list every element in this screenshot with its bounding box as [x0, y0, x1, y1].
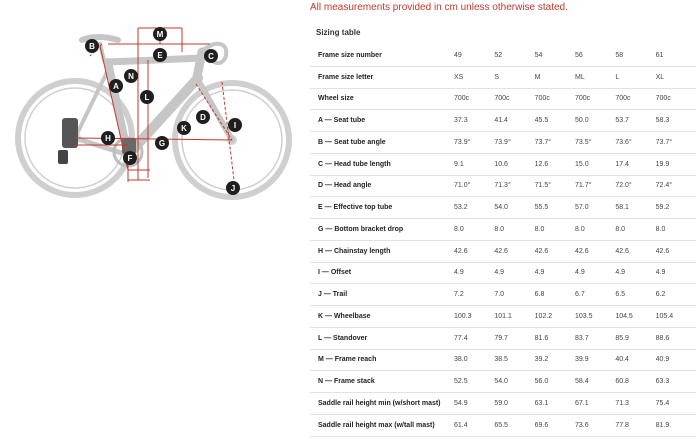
measurement-notice: All measurements provided in cm unless otherwise stated.	[310, 2, 568, 13]
table-row	[310, 66, 696, 88]
row-label: B — Seat tube angle	[310, 132, 454, 154]
svg-text:D: D	[200, 113, 206, 122]
table-cell: 67.1	[575, 393, 615, 415]
svg-text:A: A	[113, 82, 119, 91]
table-cell: 6.8	[535, 284, 575, 306]
table-cell: 104.5	[615, 306, 655, 328]
svg-text:J: J	[230, 184, 236, 193]
row-label: L — Standover	[310, 327, 454, 349]
row-label: G — Bottom bracket drop	[310, 219, 454, 241]
marker-e	[153, 48, 167, 62]
table-cell: 102.2	[535, 306, 575, 328]
table-cell: 4.9	[656, 262, 696, 284]
row-label: I — Offset	[310, 262, 454, 284]
table-row	[310, 306, 696, 328]
table-row	[310, 110, 696, 132]
table-cell: 40.9	[656, 349, 696, 371]
table-cell: 4.9	[494, 262, 534, 284]
table-cell: 42.6	[494, 240, 534, 262]
sizing-table-body	[310, 45, 696, 436]
table-cell: 63.1	[535, 393, 575, 415]
svg-text:M: M	[156, 30, 164, 39]
table-cell: 4.9	[454, 262, 494, 284]
table-cell: 700c	[615, 88, 655, 110]
table-cell: 8.0	[615, 219, 655, 241]
table-cell: 37.3	[454, 110, 494, 132]
table-cell: 19.9	[656, 153, 696, 175]
table-cell: 8.0	[575, 219, 615, 241]
table-cell: 8.0	[535, 219, 575, 241]
row-label: Frame size number	[310, 45, 454, 66]
table-cell: 85.9	[615, 327, 655, 349]
table-cell: 71.0°	[454, 175, 494, 197]
marker-k	[177, 121, 191, 135]
table-cell: 54.9	[454, 393, 494, 415]
table-cell: 45.5	[535, 110, 575, 132]
row-label: Saddle rail height max (w/tall mast)	[310, 414, 454, 436]
table-cell: 42.6	[454, 240, 494, 262]
table-cell: 42.6	[535, 240, 575, 262]
svg-text:N: N	[128, 72, 134, 81]
table-row	[310, 262, 696, 284]
table-row	[310, 414, 696, 436]
marker-a	[109, 79, 123, 93]
table-cell: 61.4	[454, 414, 494, 436]
table-cell: 88.6	[656, 327, 696, 349]
table-cell: 58.4	[575, 371, 615, 393]
svg-text:F: F	[127, 154, 133, 163]
row-label: N — Frame stack	[310, 371, 454, 393]
table-cell: 56.0	[535, 371, 575, 393]
table-cell: XS	[454, 66, 494, 88]
table-cell: 54.0	[494, 371, 534, 393]
table-row	[310, 153, 696, 175]
row-label: K — Wheelbase	[310, 306, 454, 328]
table-cell: 83.7	[575, 327, 615, 349]
table-row	[310, 45, 696, 66]
marker-n	[124, 69, 138, 83]
table-cell: 6.5	[615, 284, 655, 306]
table-cell: 8.0	[656, 219, 696, 241]
table-cell: 53.2	[454, 197, 494, 219]
table-cell: 42.6	[575, 240, 615, 262]
table-cell: 39.9	[575, 349, 615, 371]
table-cell: M	[535, 66, 575, 88]
table-cell: 105.4	[656, 306, 696, 328]
table-cell: 71.5°	[535, 175, 575, 197]
table-cell: 61	[656, 45, 696, 66]
table-cell: 42.6	[615, 240, 655, 262]
table-cell: 100.3	[454, 306, 494, 328]
table-cell: 81.6	[535, 327, 575, 349]
marker-i	[228, 118, 242, 132]
table-cell: 52	[494, 45, 534, 66]
table-cell: 73.7°	[535, 132, 575, 154]
table-cell: 77.8	[615, 414, 655, 436]
table-row	[310, 240, 696, 262]
row-label: C — Head tube length	[310, 153, 454, 175]
table-cell: 40.4	[615, 349, 655, 371]
marker-h	[101, 131, 115, 145]
table-cell: 73.6°	[615, 132, 655, 154]
table-cell: 700c	[494, 88, 534, 110]
marker-l	[140, 90, 154, 104]
table-cell: 39.2	[535, 349, 575, 371]
sizing-table-title: Sizing table	[316, 28, 361, 37]
table-cell: 63.3	[656, 371, 696, 393]
sizing-table	[310, 45, 696, 437]
table-cell: 38.5	[494, 349, 534, 371]
table-cell: 17.4	[615, 153, 655, 175]
table-row	[310, 349, 696, 371]
table-cell: S	[494, 66, 534, 88]
svg-text:G: G	[158, 139, 166, 148]
svg-text:C: C	[208, 52, 214, 61]
marker-j	[226, 181, 240, 195]
table-cell: 700c	[454, 88, 494, 110]
marker-g	[155, 136, 169, 150]
marker-d	[196, 110, 210, 124]
marker-f	[123, 151, 137, 165]
table-cell: 60.8	[615, 371, 655, 393]
table-cell: 72.0°	[615, 175, 655, 197]
row-label: Wheel size	[310, 88, 454, 110]
table-cell: 101.1	[494, 306, 534, 328]
table-cell: 73.9°	[494, 132, 534, 154]
marker-b	[85, 39, 99, 53]
table-cell: 59.0	[494, 393, 534, 415]
table-cell: 65.5	[494, 414, 534, 436]
table-row	[310, 132, 696, 154]
svg-text:I: I	[233, 121, 237, 130]
svg-text:B: B	[89, 42, 95, 51]
table-cell: 15.0	[575, 153, 615, 175]
table-cell: 42.6	[656, 240, 696, 262]
row-label: Frame size letter	[310, 66, 454, 88]
marker-c	[204, 49, 218, 63]
table-cell: 53.7	[615, 110, 655, 132]
table-cell: 49	[454, 45, 494, 66]
table-cell: 9.1	[454, 153, 494, 175]
table-cell: 103.5	[575, 306, 615, 328]
table-cell: 72.4°	[656, 175, 696, 197]
table-row	[310, 197, 696, 219]
table-cell: 38.0	[454, 349, 494, 371]
bike-geometry-diagram	[0, 0, 300, 230]
table-cell: ML	[575, 66, 615, 88]
table-cell: 75.4	[656, 393, 696, 415]
table-cell: 71.3	[615, 393, 655, 415]
table-cell: 6.2	[656, 284, 696, 306]
table-row	[310, 393, 696, 415]
table-row	[310, 371, 696, 393]
table-cell: 73.6	[575, 414, 615, 436]
table-cell: 55.5	[535, 197, 575, 219]
table-cell: L	[615, 66, 655, 88]
table-cell: 58.3	[656, 110, 696, 132]
table-row	[310, 284, 696, 306]
table-cell: 59.2	[656, 197, 696, 219]
table-cell: 73.5°	[575, 132, 615, 154]
table-cell: 8.0	[494, 219, 534, 241]
table-cell: 79.7	[494, 327, 534, 349]
table-cell: 12.6	[535, 153, 575, 175]
table-cell: 58.1	[615, 197, 655, 219]
table-cell: 41.4	[494, 110, 534, 132]
table-cell: 7.2	[454, 284, 494, 306]
svg-text:K: K	[181, 124, 187, 133]
svg-text:L: L	[144, 93, 150, 102]
table-cell: 54	[535, 45, 575, 66]
table-cell: 4.9	[575, 262, 615, 284]
table-cell: 73.9°	[454, 132, 494, 154]
table-cell: 69.6	[535, 414, 575, 436]
table-row	[310, 175, 696, 197]
table-cell: 57.0	[575, 197, 615, 219]
table-cell: XL	[656, 66, 696, 88]
row-label: Saddle rail height min (w/short mast)	[310, 393, 454, 415]
table-row	[310, 327, 696, 349]
table-cell: 8.0	[454, 219, 494, 241]
table-cell: 81.9	[656, 414, 696, 436]
row-label: A — Seat tube	[310, 110, 454, 132]
table-cell: 700c	[575, 88, 615, 110]
table-cell: 73.7°	[656, 132, 696, 154]
table-cell: 71.3°	[494, 175, 534, 197]
table-cell: 71.7°	[575, 175, 615, 197]
table-cell: 77.4	[454, 327, 494, 349]
table-cell: 7.0	[494, 284, 534, 306]
table-row	[310, 88, 696, 110]
row-label: H — Chainstay length	[310, 240, 454, 262]
table-cell: 4.9	[615, 262, 655, 284]
row-label: D — Head angle	[310, 175, 454, 197]
table-cell: 4.9	[535, 262, 575, 284]
svg-text:E: E	[157, 51, 163, 60]
table-row	[310, 219, 696, 241]
table-cell: 6.7	[575, 284, 615, 306]
table-cell: 700c	[535, 88, 575, 110]
row-label: M — Frame reach	[310, 349, 454, 371]
table-cell: 58	[615, 45, 655, 66]
table-cell: 50.0	[575, 110, 615, 132]
marker-m	[153, 27, 167, 41]
table-cell: 52.5	[454, 371, 494, 393]
table-cell: 700c	[656, 88, 696, 110]
svg-text:H: H	[105, 134, 111, 143]
row-label: J — Trail	[310, 284, 454, 306]
row-label: E — Effective top tube	[310, 197, 454, 219]
table-cell: 10.6	[494, 153, 534, 175]
table-cell: 56	[575, 45, 615, 66]
table-cell: 54.0	[494, 197, 534, 219]
